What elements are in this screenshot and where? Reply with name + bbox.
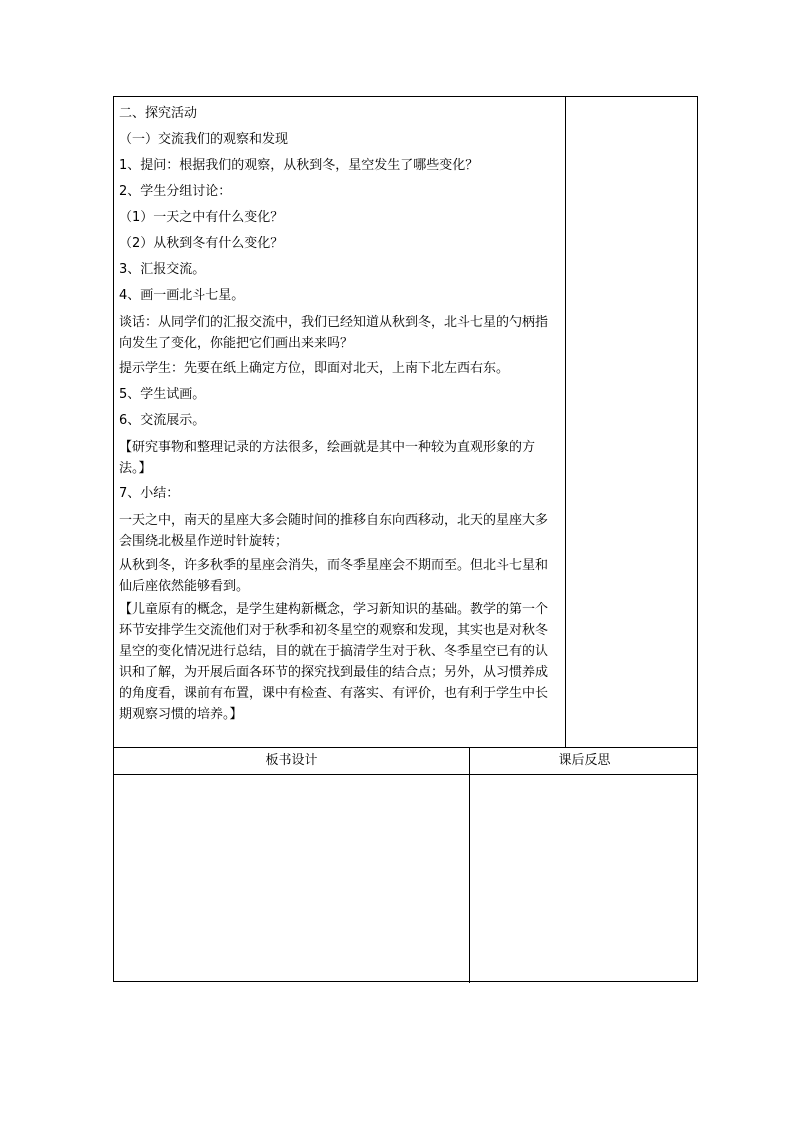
lesson-plan-table [113,96,698,982]
drawing-hint: 提示学生：先要在纸上确定方位，即面对北天，上南下北左西右东。 [119,361,510,376]
step-5: 5、学生试画。 [119,387,206,402]
step-3: 3、汇报交流。 [119,262,206,277]
section-title: 二、探究活动 [119,106,198,121]
step-4: 4、画一画北斗七星。 [119,288,245,303]
activity-content-cell [119,101,559,727]
reflection-header: 课后反思 [558,753,611,768]
step-1: 1、提问：根据我们的观察，从秋到冬，星空发生了哪些变化？ [119,158,479,173]
step-2-question-2: （2）从秋到冬有什么变化？ [119,236,284,251]
teaching-note-2: 【儿童原有的概念，是学生建构新概念，学习新知识的基础。教学的第一个环节安排学生交流他们对于秋季和初冬星空的观察和发现，其实也是对秋冬星空的变化情况进行总结，目的就在于搞清学生对于秋、冬季星空已有的认识和了解，为开展后面各环节的探究找到最佳的结合点；另外，从习惯养成的角度看，课前有布置，课中有检查、有落实、有评价，也有利于学生中长期观察习惯的培养。】 [119,602,549,722]
step-2: 2、学生分组讨论： [119,184,232,199]
teaching-note-1: 【研究事物和整理记录的方法很多，绘画就是其中一种较为直观形象的方法。】 [119,440,536,476]
step-7: 7、小结： [119,486,180,501]
summary-1: 一天之中，南天的星座大多会随时间的推移自东向西移动，北天的星座大多会围绕北极星作逆时针旋转； [119,513,549,549]
summary-2: 从秋到冬，许多秋季的星座会消失，而冬季星座会不期而至。但北斗七星和仙后座依然能够看到。 [119,558,549,594]
step-6: 6、交流展示。 [119,413,206,428]
board-design-header: 板书设计 [265,753,318,768]
board-design-cell [114,775,469,983]
step-2-question-1: （1）一天之中有什么变化？ [119,210,284,225]
reflection-cell [470,775,699,983]
remarks-cell [566,97,699,747]
subsection-title: （一）交流我们的观察和发现 [119,132,289,147]
teacher-talk: 谈话：从同学们的汇报交流中，我们已经知道从秋到冬，北斗七星的勺柄指向发生了变化，你能把它们画出来来吗？ [119,315,549,351]
